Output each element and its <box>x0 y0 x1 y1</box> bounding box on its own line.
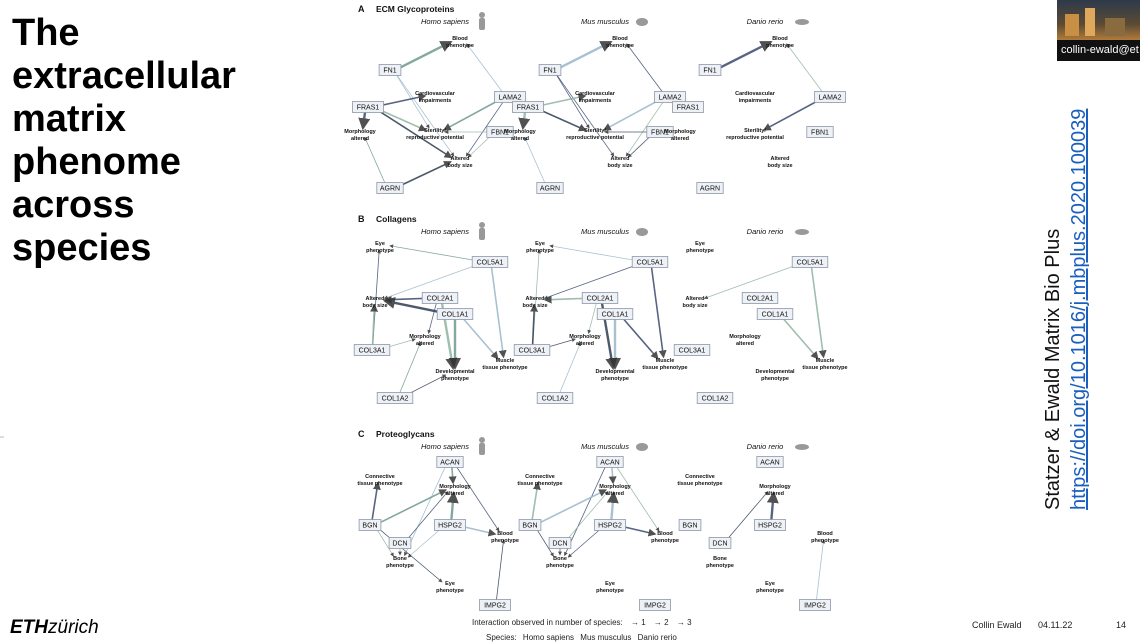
phenotype-label: phenotype <box>436 588 464 594</box>
phenotype-label: Eye <box>765 581 775 587</box>
phenotype-label: Morphology <box>664 129 696 135</box>
network-edge <box>816 540 823 600</box>
gene-label: COL2A1 <box>586 295 614 303</box>
phenotype-label: Morphology <box>504 129 536 135</box>
species-label: Homo sapiens <box>421 227 469 236</box>
phenotype-label: Eye <box>605 581 615 587</box>
network-edge <box>628 135 652 157</box>
phenotype-label: altered <box>735 341 755 347</box>
phenotype-label: impairments <box>418 98 452 104</box>
network-edge <box>611 493 613 520</box>
legend-species-mouse: Mus musculus <box>580 633 632 642</box>
legend-label: Interaction observed in number of species: <box>472 618 623 627</box>
panel-title: Collagens <box>376 214 417 224</box>
network-edge <box>451 493 453 520</box>
human-icon <box>479 222 485 228</box>
slide-title <box>12 12 312 270</box>
gene-label: IMPG2 <box>644 602 666 610</box>
phenotype-label: Connective <box>365 474 395 480</box>
phenotype-label: impairments <box>738 98 772 104</box>
phenotype-label: body size <box>767 163 793 169</box>
phenotype-label: phenotype <box>651 538 679 544</box>
title-line: matrix <box>12 98 127 140</box>
eth-logo <box>10 617 99 639</box>
gene-label: ACAN <box>760 459 780 467</box>
gene-label: FRAS1 <box>356 104 380 112</box>
phenotype-label: Cardiovascular <box>735 91 775 97</box>
network-edge <box>764 99 821 130</box>
species-label: Danio rerio <box>746 227 784 236</box>
network-edge <box>363 112 365 128</box>
network-edge <box>496 540 503 600</box>
phenotype-label: phenotype <box>756 588 784 594</box>
network-edge <box>390 246 480 261</box>
gene-label: COL5A1 <box>476 259 504 267</box>
gene-label: FBN1 <box>491 129 509 137</box>
fish-icon <box>795 19 809 25</box>
logo-rest: zürich <box>48 617 99 638</box>
phenotype-label: tissue phenotype <box>677 481 723 487</box>
phenotype-label: body size <box>447 163 473 169</box>
gene-label: ACAN <box>600 459 620 467</box>
phenotype-label: Altered <box>610 156 630 162</box>
network-edge <box>589 303 597 334</box>
doi-link[interactable]: https://doi.org/10.1016/j.mbplus.2020.100039 <box>1068 108 1090 510</box>
phenotype-label: Sterility/ <box>584 128 606 134</box>
phenotype-label: altered <box>670 136 690 142</box>
phenotype-label: phenotype <box>441 376 469 382</box>
phenotype-label: Cardiovascular <box>575 91 615 97</box>
phenotype-label: Morphology <box>729 334 761 340</box>
phenotype-label: Connective <box>685 474 715 480</box>
gene-label: COL1A1 <box>441 311 469 319</box>
gene-label: AGRN <box>699 185 721 193</box>
phenotype-label: phenotype <box>766 43 794 49</box>
network-edge <box>365 137 385 183</box>
phenotype-label: Eye <box>445 581 455 587</box>
human-icon <box>479 12 485 18</box>
phenotype-label: body size <box>682 303 708 309</box>
title-line: The <box>12 12 80 54</box>
network-edge <box>399 42 451 68</box>
species-label: Mus musculus <box>581 17 629 26</box>
phenotype-label: Bone <box>713 556 727 562</box>
gene-label: DCN <box>552 540 568 548</box>
citation <box>1040 108 1096 510</box>
gene-label: FRAS1 <box>516 104 540 112</box>
phenotype-label: tissue phenotype <box>642 365 688 371</box>
phenotype-label: phenotype <box>686 248 714 254</box>
phenotype-label: Blood <box>772 36 788 42</box>
species-label: Homo sapiens <box>421 442 469 451</box>
fish-icon <box>795 444 809 450</box>
legend-count: 1 <box>641 618 646 627</box>
phenotype-label: Blood <box>497 531 513 537</box>
network-edge <box>612 467 613 483</box>
species-label: Danio rerio <box>746 17 784 26</box>
phenotype-label: reproductive potential <box>566 135 624 141</box>
gene-label: BGN <box>682 522 698 530</box>
network-edge <box>719 42 771 68</box>
divider <box>0 436 4 438</box>
gene-label: IMPG2 <box>804 602 826 610</box>
title-line: species <box>12 227 152 269</box>
gene-label: ACAN <box>440 459 460 467</box>
legend-count: 3 <box>687 618 692 627</box>
human-icon <box>479 18 485 30</box>
gene-label: DCN <box>712 540 728 548</box>
network-edge <box>373 305 375 345</box>
phenotype-label: tissue phenotype <box>482 365 528 371</box>
fish-icon <box>795 229 809 235</box>
phenotype-label: phenotype <box>366 248 394 254</box>
panel-letter: A <box>358 4 365 14</box>
gene-label: FN1 <box>703 67 717 75</box>
phenotype-label: Muscle <box>495 358 515 364</box>
legend: Interaction observed in number of species: → 1 → 2 → 3 <box>472 618 692 627</box>
phenotype-label: Bone <box>393 556 407 562</box>
phenotype-label: body size <box>522 303 548 309</box>
phenotype-label: Blood <box>612 36 628 42</box>
network-edge <box>399 162 450 186</box>
phenotype-label: phenotype <box>596 588 624 594</box>
network-edge <box>525 137 545 183</box>
phenotype-label: Morphology <box>344 129 376 135</box>
phenotype-label: Bone <box>553 556 567 562</box>
phenotype-label: Eye <box>695 241 705 247</box>
phenotype-label: phenotype <box>526 248 554 254</box>
gene-label: AGRN <box>379 185 401 193</box>
phenotype-label: tissue phenotype <box>517 481 563 487</box>
legend-species-fish: Danio rerio <box>637 633 677 642</box>
legend-species-label: Species: <box>486 633 517 642</box>
phenotype-label: Connective <box>525 474 555 480</box>
phenotype-label: tissue phenotype <box>802 365 848 371</box>
phenotype-label: Blood <box>452 36 468 42</box>
gene-label: LAMA2 <box>498 94 522 102</box>
network-edge <box>462 317 498 358</box>
phenotype-label: phenotype <box>606 43 634 49</box>
panel-title: Proteoglycans <box>376 429 435 439</box>
gene-label: COL1A1 <box>601 311 629 319</box>
gene-label: FBN1 <box>651 129 669 137</box>
species-label: Danio rerio <box>746 442 784 451</box>
webcam-thumbnail <box>1057 0 1140 61</box>
mouse-icon <box>636 18 648 26</box>
phenotype-label: Blood <box>657 531 673 537</box>
human-icon <box>479 228 485 240</box>
page-number: 14 <box>1116 620 1127 630</box>
phenotype-label: Altered <box>450 156 470 162</box>
gene-label: IMPG2 <box>484 602 506 610</box>
network-edge <box>379 490 446 523</box>
legend-species <box>486 633 677 642</box>
phenotype-label: phenotype <box>546 563 574 569</box>
network-edge <box>444 99 501 130</box>
network-edge <box>537 109 585 131</box>
gene-label: BGN <box>522 522 538 530</box>
network-edge <box>622 317 658 358</box>
phenotype-label: altered <box>765 491 785 497</box>
network-figure <box>340 0 860 615</box>
network-edge <box>727 492 768 540</box>
gene-label: DCN <box>392 540 408 548</box>
phenotype-label: impairments <box>578 98 612 104</box>
network-edge <box>468 135 492 157</box>
mouse-icon <box>636 228 648 236</box>
phenotype-label: phenotype <box>761 376 789 382</box>
network-edge <box>523 112 525 128</box>
legend-species-human: Homo sapiens <box>522 633 575 642</box>
phenotype-label: altered <box>350 136 370 142</box>
network-edge <box>604 99 661 130</box>
phenotype-label: Morphology <box>569 334 601 340</box>
gene-label: FRAS1 <box>676 104 700 112</box>
panel-letter: C <box>358 429 365 439</box>
gene-label: COL2A1 <box>426 295 454 303</box>
phenotype-label: phenotype <box>811 538 839 544</box>
network-edge <box>429 303 437 334</box>
network-edge <box>467 44 504 93</box>
network-edge <box>811 267 823 357</box>
network-edge <box>396 74 454 156</box>
gene-label: HSPG2 <box>438 522 462 530</box>
human-icon <box>479 443 485 455</box>
phenotype-label: Sterility/ <box>424 128 446 134</box>
gene-label: FN1 <box>383 67 397 75</box>
phenotype-label: tissue phenotype <box>357 481 403 487</box>
phenotype-label: altered <box>510 136 530 142</box>
network-edge <box>556 74 614 156</box>
phenotype-label: altered <box>605 491 625 497</box>
phenotype-label: Morphology <box>599 484 631 490</box>
phenotype-label: Morphology <box>759 484 791 490</box>
phenotype-label: Morphology <box>439 484 471 490</box>
title-line: extracellular <box>12 55 236 97</box>
gene-label: BGN <box>362 522 378 530</box>
phenotype-label: Altered <box>770 156 790 162</box>
phenotype-label: Muscle <box>655 358 675 364</box>
network-edge <box>559 42 611 68</box>
phenotype-label: reproductive potential <box>726 135 784 141</box>
gene-label: FBN1 <box>811 129 829 137</box>
title-line: across <box>12 184 135 226</box>
phenotype-label: Altered <box>365 296 385 302</box>
gene-label: FN1 <box>543 67 557 75</box>
network-edge <box>627 44 664 93</box>
network-edge <box>377 109 425 131</box>
phenotype-label: Morphology <box>409 334 441 340</box>
phenotype-label: Developmental <box>435 369 475 375</box>
network-edge <box>491 267 503 357</box>
phenotype-label: Developmental <box>755 369 795 375</box>
species-label: Mus musculus <box>581 442 629 451</box>
phenotype-label: altered <box>575 341 595 347</box>
gene-label: COL2A1 <box>746 295 774 303</box>
gene-label: LAMA2 <box>818 94 842 102</box>
phenotype-label: Sterility/ <box>744 128 766 134</box>
network-edge <box>771 493 773 520</box>
phenotype-label: reproductive potential <box>406 135 464 141</box>
gene-label: COL3A1 <box>518 347 546 355</box>
species-label: Homo sapiens <box>421 17 469 26</box>
logo-bold: ETH <box>10 617 48 638</box>
phenotype-label: Blood <box>817 531 833 537</box>
network-edge <box>452 467 453 483</box>
human-icon <box>479 437 485 443</box>
gene-label: AGRN <box>539 185 561 193</box>
gene-label: HSPG2 <box>758 522 782 530</box>
network-edge <box>399 342 420 393</box>
slide-date: 04.11.22 <box>1038 620 1073 630</box>
network-edge <box>550 246 640 261</box>
phenotype-label: phenotype <box>491 538 519 544</box>
phenotype-label: Eye <box>535 241 545 247</box>
panel-title: ECM Glycoproteins <box>376 4 455 14</box>
title-line: phenome <box>12 141 181 183</box>
phenotype-label: Altered <box>685 296 705 302</box>
phenotype-label: Muscle <box>815 358 835 364</box>
gene-label: COL1A1 <box>761 311 789 319</box>
phenotype-label: phenotype <box>446 43 474 49</box>
phenotype-label: body size <box>362 303 388 309</box>
phenotype-label: body size <box>607 163 633 169</box>
gene-label: COL3A1 <box>678 347 706 355</box>
phenotype-label: Cardiovascular <box>415 91 455 97</box>
gene-label: COL5A1 <box>636 259 664 267</box>
panel-letter: B <box>358 214 365 224</box>
gene-label: COL5A1 <box>796 259 824 267</box>
gene-label: COL1A2 <box>701 395 729 403</box>
network-edge <box>559 342 580 393</box>
network-edge <box>372 483 378 520</box>
gene-label: HSPG2 <box>598 522 622 530</box>
gene-label: COL1A2 <box>381 395 409 403</box>
network-edge <box>651 267 663 357</box>
mouse-icon <box>636 443 648 451</box>
phenotype-label: phenotype <box>706 563 734 569</box>
gene-label: COL1A2 <box>541 395 569 403</box>
legend-count: 2 <box>664 618 669 627</box>
network-edge <box>787 44 824 93</box>
gene-label: COL3A1 <box>358 347 386 355</box>
phenotype-label: Developmental <box>595 369 635 375</box>
citation-text: Statzer & Ewald Matrix Bio Plus <box>1042 228 1064 510</box>
webcam-video <box>1057 0 1140 40</box>
network-edge <box>539 490 606 523</box>
network-edge <box>782 317 818 358</box>
phenotype-label: altered <box>445 491 465 497</box>
network-edge <box>533 305 535 345</box>
phenotype-label: altered <box>415 341 435 347</box>
phenotype-label: phenotype <box>601 376 629 382</box>
phenotype-label: phenotype <box>386 563 414 569</box>
gene-label: LAMA2 <box>658 94 682 102</box>
network-edge <box>532 483 538 520</box>
phenotype-label: Eye <box>375 241 385 247</box>
presenter-name: Collin Ewald <box>972 620 1022 630</box>
species-label: Mus musculus <box>581 227 629 236</box>
phenotype-label: Altered <box>525 296 545 302</box>
webcam-name-label: collin-ewald@et <box>1057 40 1140 61</box>
